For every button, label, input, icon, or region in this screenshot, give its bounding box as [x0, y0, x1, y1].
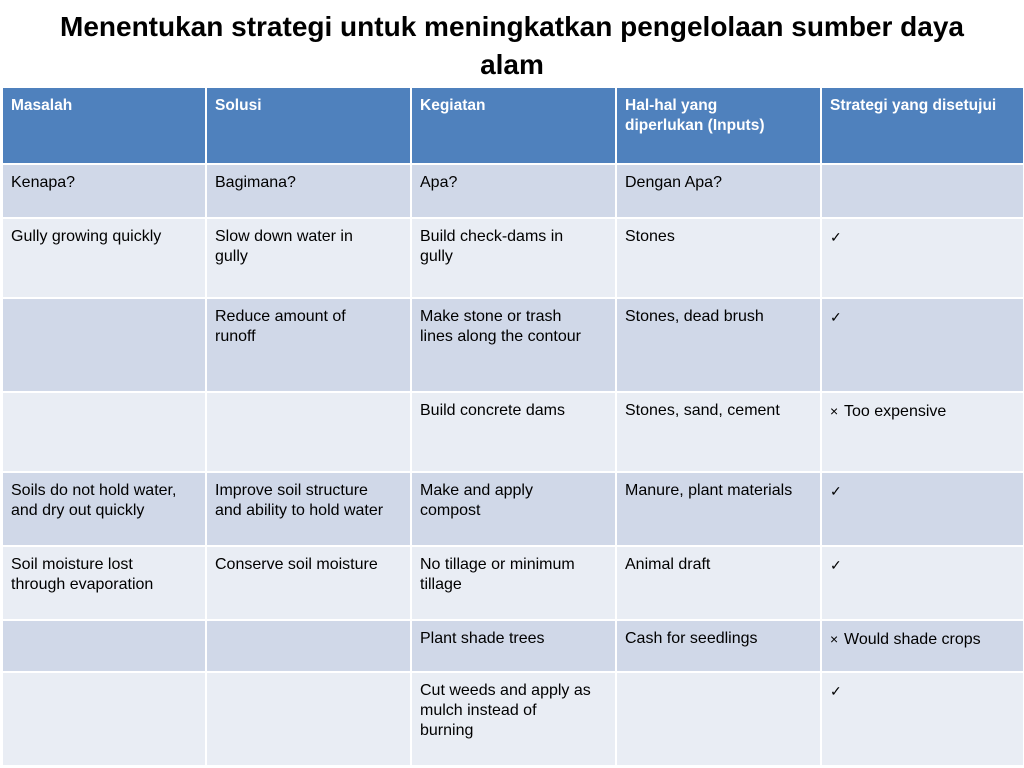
cell-inputs: Dengan Apa? — [616, 164, 821, 218]
cell-solusi — [206, 672, 411, 766]
table-row — [2, 164, 1024, 218]
cell-solusi: Improve soil structure and ability to hold water — [206, 472, 411, 546]
cell-kegiatan: No tillage or minimum tillage — [411, 546, 616, 620]
header-solusi: Solusi — [206, 87, 411, 164]
cell-strategi — [821, 218, 1024, 298]
cell-kegiatan: Plant shade trees — [411, 620, 616, 672]
cell-masalah — [2, 392, 206, 472]
cell-masalah — [2, 298, 206, 392]
cell-strategi — [821, 298, 1024, 392]
table-row — [2, 672, 1024, 766]
cell-strategi — [821, 546, 1024, 620]
strategi-note: Would shade crops — [844, 631, 981, 648]
cell-solusi: Slow down water in gully — [206, 218, 411, 298]
check-icon: ✓ — [830, 683, 842, 699]
header-masalah: Masalah — [2, 87, 206, 164]
header-strategi: Strategi yang disetujui — [821, 87, 1024, 164]
table-row — [2, 392, 1024, 472]
check-icon: ✓ — [830, 483, 842, 499]
cell-inputs: Stones, sand, cement — [616, 392, 821, 472]
cell-inputs: Stones — [616, 218, 821, 298]
cell-masalah — [2, 620, 206, 672]
cell-masalah — [2, 672, 206, 766]
cell-inputs: Stones, dead brush — [616, 298, 821, 392]
header-inputs: Hal-hal yang diperlukan (Inputs) — [616, 87, 821, 164]
cell-strategi — [821, 620, 1024, 672]
cell-strategi — [821, 472, 1024, 546]
cross-icon: × — [830, 631, 839, 647]
cell-kegiatan: Cut weeds and apply as mulch instead of burning — [411, 672, 616, 766]
table-row — [2, 472, 1024, 546]
table-row — [2, 546, 1024, 620]
cell-strategi — [821, 164, 1024, 218]
cell-solusi — [206, 392, 411, 472]
cross-icon: × — [830, 403, 839, 419]
cell-kegiatan: Build concrete dams — [411, 392, 616, 472]
cell-masalah: Gully growing quickly — [2, 218, 206, 298]
table-row — [2, 620, 1024, 672]
cell-strategi — [821, 392, 1024, 472]
cell-masalah: Soil moisture lost through evaporation — [2, 546, 206, 620]
cell-solusi — [206, 620, 411, 672]
cell-inputs: Animal draft — [616, 546, 821, 620]
header-kegiatan: Kegiatan — [411, 87, 616, 164]
cell-inputs: Manure, plant materials — [616, 472, 821, 546]
table-row — [2, 218, 1024, 298]
cell-masalah: Kenapa? — [2, 164, 206, 218]
cell-solusi: Conserve soil moisture — [206, 546, 411, 620]
header-row — [2, 87, 1024, 164]
cell-masalah: Soils do not hold water, and dry out quickly — [2, 472, 206, 546]
cell-solusi: Bagimana? — [206, 164, 411, 218]
cell-kegiatan: Build check-dams in gully — [411, 218, 616, 298]
cell-solusi: Reduce amount of runoff — [206, 298, 411, 392]
slide-title: Menentukan strategi untuk meningkatkan pengelolaan sumber daya alam — [60, 11, 964, 80]
check-icon: ✓ — [830, 557, 842, 573]
strategy-table — [1, 86, 1024, 767]
cell-kegiatan: Make and apply compost — [411, 472, 616, 546]
cell-kegiatan: Make stone or trash lines along the contour — [411, 298, 616, 392]
check-icon: ✓ — [830, 309, 842, 325]
cell-inputs: Cash for seedlings — [616, 620, 821, 672]
table-row — [2, 298, 1024, 392]
cell-kegiatan: Apa? — [411, 164, 616, 218]
cell-inputs — [616, 672, 821, 766]
check-icon: ✓ — [830, 229, 842, 245]
strategi-note: Too expensive — [844, 403, 947, 420]
cell-strategi — [821, 672, 1024, 766]
